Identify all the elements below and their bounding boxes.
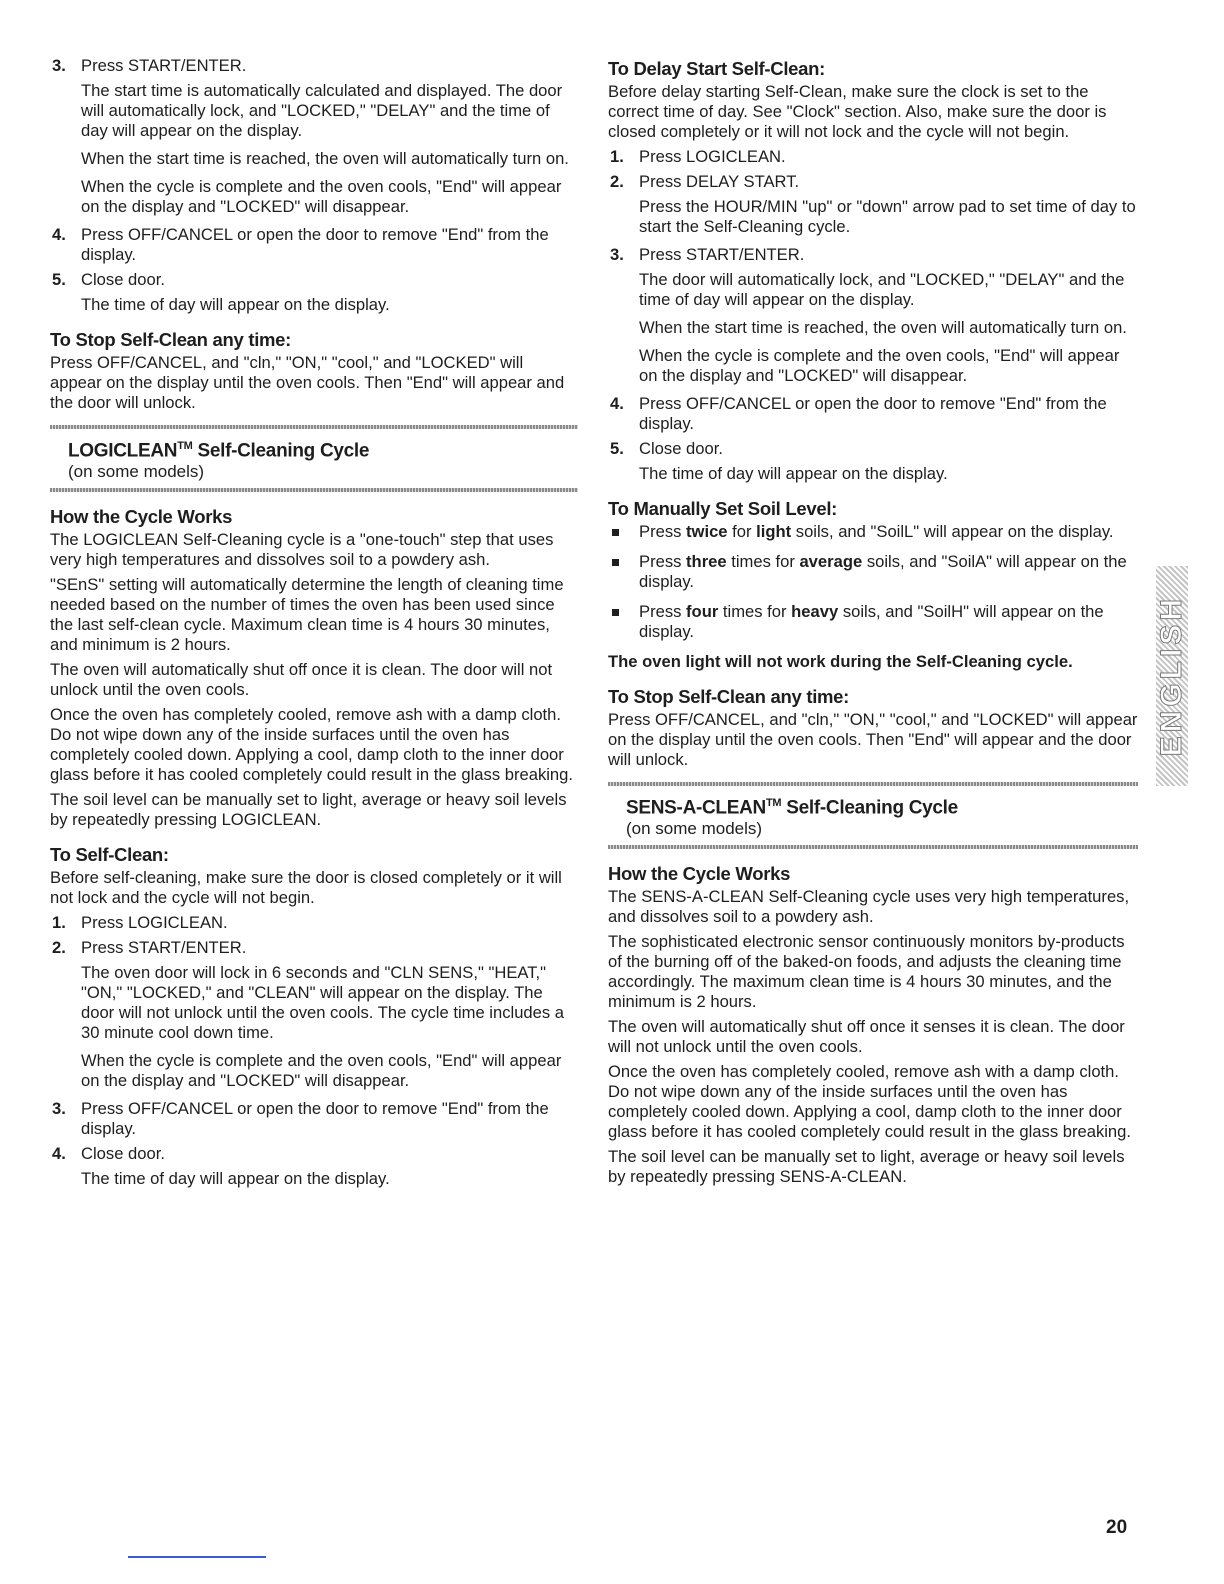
paragraph: The SENS-A-CLEAN Self-Cleaning cycle uses very high temperatures, and dissolves soil to a powdery ash. xyxy=(608,887,1130,927)
sens-a-clean-subtitle: (on some models) xyxy=(626,819,763,839)
step-text: Close door. xyxy=(81,270,165,289)
step-3-detail-2: When the start time is reached, the oven will automatically turn on. xyxy=(81,149,569,168)
soil-level-bullet: Press twice for light soils, and "SoilL" will appear on the display. xyxy=(608,522,1138,542)
logiclean-section-header xyxy=(50,425,578,492)
divider xyxy=(608,782,1138,786)
delay-step-3 xyxy=(608,245,1138,265)
sens-a-clean-title: SENS-A-CLEAN™ Self-Cleaning Cycle xyxy=(626,797,958,819)
delay-step-3-detail-3: When the cycle is complete and the oven cools, "End" will appear on the display and "LOCKED" will disappear. xyxy=(639,346,1120,385)
step-number: 2. xyxy=(52,938,66,958)
step-number: 1. xyxy=(610,147,624,166)
footer-rule xyxy=(128,1556,266,1558)
step-text: Press DELAY START. xyxy=(639,172,800,191)
step-5-detail: The time of day will appear on the display. xyxy=(81,295,390,314)
step-4 xyxy=(50,225,578,265)
step-number: 3. xyxy=(610,245,624,264)
paragraph: The oven will automatically shut off once it senses it is clean. The door will not unlock until the oven cools. xyxy=(608,1017,1125,1057)
self-clean-step-4-detail: The time of day will appear on the display. xyxy=(81,1169,390,1189)
stop-self-clean-text: Press OFF/CANCEL, and "cln," "ON," "cool," and "LOCKED" will appear on the display until the oven cools. Then "End" will appear and the door will unlock. xyxy=(608,710,1138,769)
delay-start-heading: To Delay Start Self-Clean: xyxy=(608,58,825,79)
self-clean-step-3 xyxy=(50,1099,578,1139)
left-column xyxy=(50,56,578,1197)
self-clean-step-2-detail-1: The oven door will lock in 6 seconds and "CLN SENS," "HEAT," "ON," "LOCKED," and "CLEAN" will appear on the display. The door will not unlock until the oven cools. The cycle time includes a 30 minute cool down time. xyxy=(81,963,565,1043)
step-number: 4. xyxy=(610,394,624,413)
how-cycle-works-heading: How the Cycle Works xyxy=(50,506,233,528)
sens-a-clean-section-header xyxy=(608,782,1138,849)
manual-soil-level-heading: To Manually Set Soil Level: xyxy=(608,498,838,519)
self-clean-step-1 xyxy=(50,913,578,933)
paragraph: Before self-cleaning, make sure the door is closed completely or it will not lock and the cycle will not begin. xyxy=(50,868,562,908)
divider xyxy=(50,488,578,492)
step-number: 5. xyxy=(610,439,624,458)
step-3 xyxy=(50,56,578,76)
step-3-detail-1: The start time is automatically calculated and displayed. The door will automatically lock, and "LOCKED," "DELAY" and the time of day will appear on the display. xyxy=(81,81,563,140)
delay-step-1 xyxy=(608,147,1138,167)
step-text: Press START/ENTER. xyxy=(81,938,247,958)
step-text: Close door. xyxy=(639,439,723,458)
step-number: 1. xyxy=(52,913,66,933)
step-number: 2. xyxy=(610,172,624,191)
paragraph: Before delay starting Self-Clean, make sure the clock is set to the correct time of day. See "Clock" section. Also, make sure the door is closed completely or it will not lock and the cycle will not begin. xyxy=(608,82,1107,141)
step-number: 3. xyxy=(52,1099,66,1119)
divider xyxy=(608,845,1138,849)
right-column xyxy=(608,56,1138,1192)
bullet-icon xyxy=(612,609,619,616)
step-text: Press LOGICLEAN. xyxy=(639,147,786,166)
delay-step-5-detail: The time of day will appear on the display. xyxy=(639,464,948,483)
divider xyxy=(50,425,578,429)
paragraph: Once the oven has completely cooled, remove ash with a damp cloth. Do not wipe down any of the inside surfaces until the oven has completely cooled down. Applying a cool, damp cloth to the inner door glass before it has cooled completely could result in the glass breaking. xyxy=(608,1062,1131,1142)
step-number: 4. xyxy=(52,1144,66,1164)
delay-step-2-detail: Press the HOUR/MIN "up" or "down" arrow pad to set time of day to start the Self-Cleaning cycle. xyxy=(639,197,1136,236)
step-5 xyxy=(50,270,578,290)
bullet-icon xyxy=(612,559,619,566)
step-text: Press START/ENTER. xyxy=(639,245,805,264)
paragraph: The LOGICLEAN Self-Cleaning cycle is a "one-touch" step that uses very high temperatures and dissolves soil to a powdery ash. xyxy=(50,530,554,570)
logiclean-subtitle: (on some models) xyxy=(68,462,205,482)
delay-step-2 xyxy=(608,172,1138,192)
step-number: 4. xyxy=(52,225,66,244)
step-text: Press OFF/CANCEL or open the door to remove "End" from the display. xyxy=(81,1099,549,1139)
stop-self-clean-heading: To Stop Self-Clean any time: xyxy=(50,329,292,350)
bullet-icon xyxy=(612,529,619,536)
delay-step-3-detail-2: When the start time is reached, the oven will automatically turn on. xyxy=(639,318,1127,337)
soil-level-bullet: Press four times for heavy soils, and "SoilH" will appear on the display. xyxy=(608,602,1138,642)
oven-light-warning: The oven light will not work during the Self-Cleaning cycle. xyxy=(608,652,1073,671)
delay-step-4 xyxy=(608,394,1138,434)
soil-level-bullet: Press three times for average soils, and "SoilA" will appear on the display. xyxy=(608,552,1138,592)
step-text: Close door. xyxy=(81,1144,165,1164)
stop-self-clean-text: Press OFF/CANCEL, and "cln," "ON," "cool," and "LOCKED" will appear on the display until the oven cools. Then "End" will appear and the door will unlock. xyxy=(50,353,565,412)
language-side-tab xyxy=(1156,566,1188,786)
self-clean-step-2-detail-2: When the cycle is complete and the oven cools, "End" will appear on the display and "LOCKED" will disappear. xyxy=(81,1051,562,1091)
step-text: Press OFF/CANCEL or open the door to remove "End" from the display. xyxy=(81,225,549,264)
delay-step-3-detail-1: The door will automatically lock, and "LOCKED," "DELAY" and the time of day will appear on the display. xyxy=(639,270,1125,309)
logiclean-title: LOGICLEAN™ Self-Cleaning Cycle xyxy=(68,440,370,462)
to-self-clean-heading: To Self-Clean: xyxy=(50,844,169,866)
paragraph: The oven will automatically shut off once it is clean. The door will not unlock until the oven cools. xyxy=(50,660,553,700)
paragraph: The sophisticated electronic sensor continuously monitors by-products of the burning off of the baked-on foods, and adjusts the cleaning time accordingly. The maximum clean time is 4 hours 30 minutes, and the minimum is 2 hours. xyxy=(608,932,1125,1012)
step-3-detail-3: When the cycle is complete and the oven cools, "End" will appear on the display and "LOCKED" will disappear. xyxy=(81,177,562,216)
delay-step-5 xyxy=(608,439,1138,459)
paragraph: The soil level can be manually set to light, average or heavy soil levels by repeatedly pressing SENS-A-CLEAN. xyxy=(608,1147,1125,1187)
paragraph: The soil level can be manually set to light, average or heavy soil levels by repeatedly pressing LOGICLEAN. xyxy=(50,790,567,830)
step-number: 5. xyxy=(52,270,66,289)
page-number: 20 xyxy=(1106,1517,1128,1538)
step-text: Press OFF/CANCEL or open the door to remove "End" from the display. xyxy=(639,394,1107,433)
stop-self-clean-heading: To Stop Self-Clean any time: xyxy=(608,686,850,707)
paragraph: "SEnS" setting will automatically determine the length of cleaning time needed based on the number of times the oven has been used since the last self-clean cycle. Maximum clean time is 4 hours 30 minutes, and minimum is 2 hours. xyxy=(50,575,564,655)
self-clean-step-4 xyxy=(50,1144,578,1164)
step-number: 3. xyxy=(52,56,66,75)
language-label: ENGLISH xyxy=(1155,595,1188,757)
paragraph: Once the oven has completely cooled, remove ash with a damp cloth. Do not wipe down any of the inside surfaces until the oven has completely cooled down. Applying a cool, damp cloth to the inner door glass before it has cooled completely could result in the glass breaking. xyxy=(50,705,573,785)
step-text: Press LOGICLEAN. xyxy=(81,913,228,933)
self-clean-step-2 xyxy=(50,938,578,958)
how-cycle-works-heading: How the Cycle Works xyxy=(608,863,791,885)
step-text: Press START/ENTER. xyxy=(81,56,247,75)
